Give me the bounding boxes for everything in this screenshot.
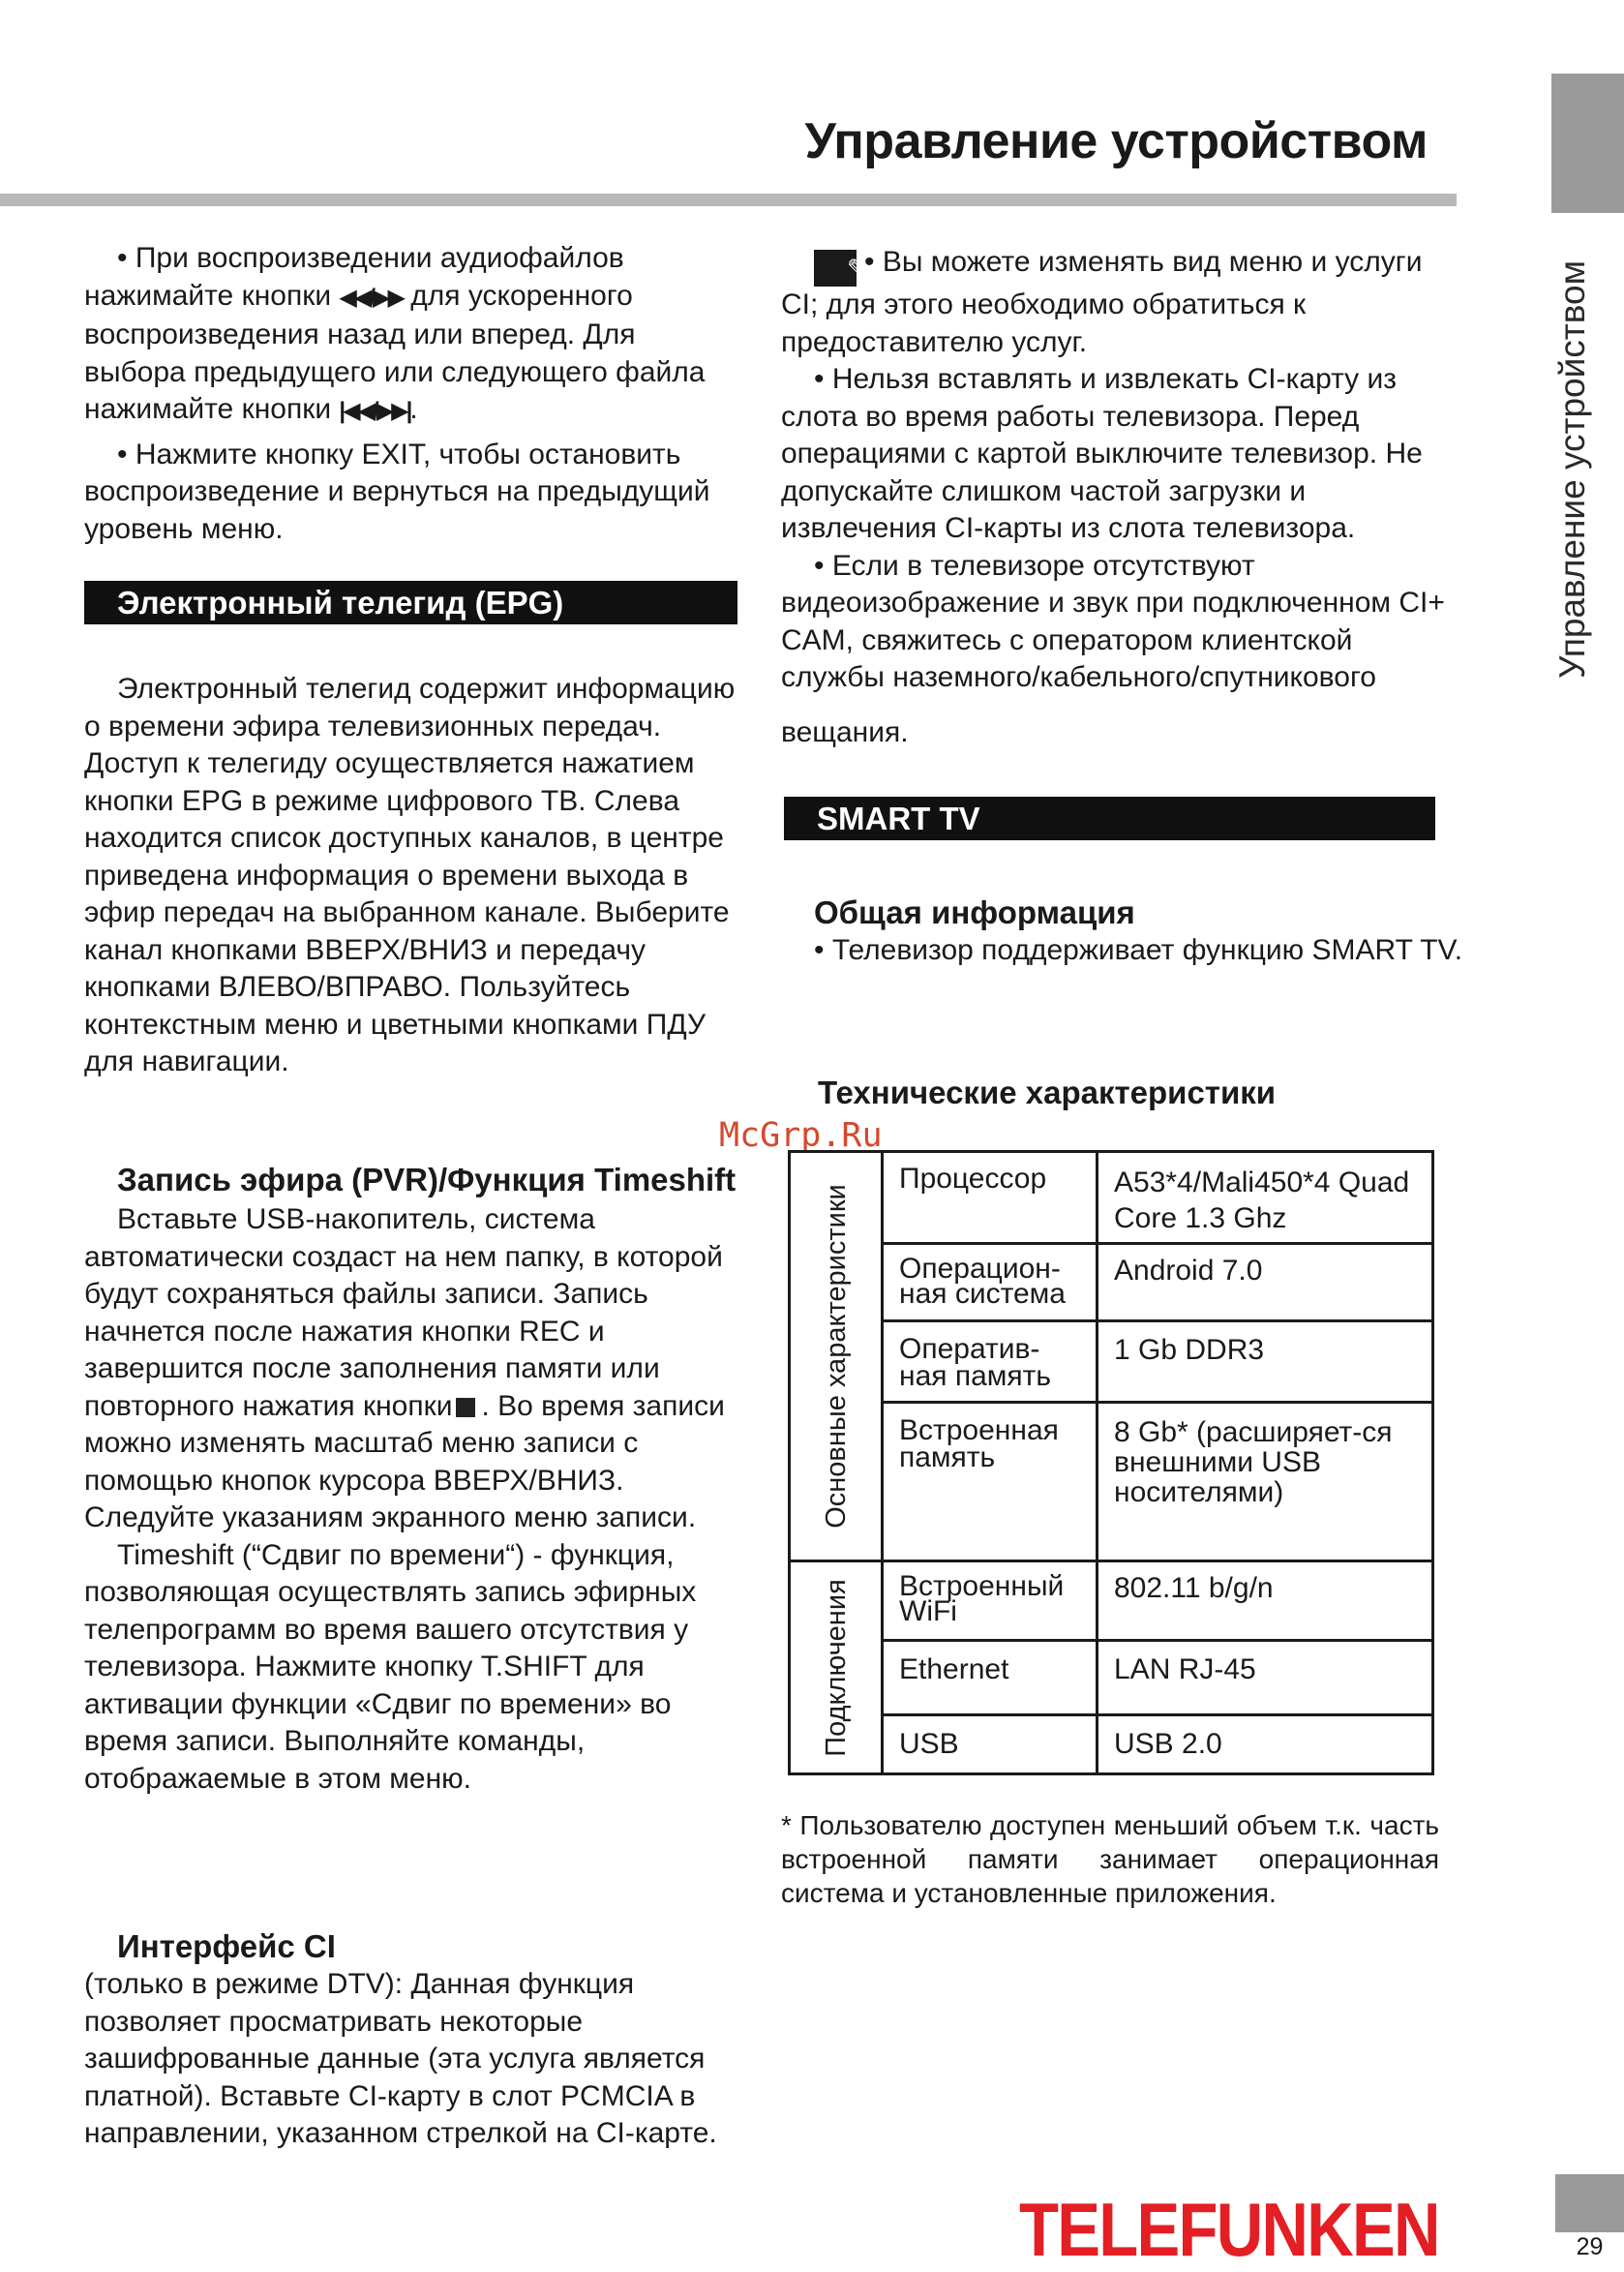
smart-tv-general [781, 893, 1463, 970]
page-title: Управление устройством [804, 113, 1428, 169]
brand-logo: TELEFUNKEN [1019, 2187, 1439, 2272]
ci-paragraph: (только в режиме DTV): Данная функция позволяет просматривать некоторые зашифрованные данные (эта услуга является платной). Вставьте CI-карту в слот PCMCIA в направлении, указанном стрелкой на CI-карте. [84, 1968, 717, 2149]
pvr-paragraph-2: Timeshift (“Сдвиг по времени“) - функция, позволяющая осуществлять запись эфирных телепрограмм во время вашего отсутствия у телевизора. Нажмите кнопку T.SHIFT для активации функции «Сдвиг по времени» во время записи. Выполняйте команды, отображаемые в этом меню. [84, 1538, 697, 1795]
note-text: • Вы можете изменять вид меню и услуги CI; для этого необходимо обратиться к предоставителю услуг. [781, 246, 1423, 358]
pvr-section [84, 1160, 742, 1798]
spec-name-cell: USB [884, 1716, 1098, 1772]
spec-value-cell: 802.11 b/g/n [1098, 1560, 1431, 1642]
pvr-text: . Во время записи можно изменять масштаб меню записи с помощью кнопок курсора ВВЕРХ/ВНИЗ. Следуйте указаниям экранного меню записи. [84, 1389, 725, 1533]
page-number-block [1555, 2174, 1624, 2232]
pvr-heading: Запись эфира (PVR)/Функция Timeshift [117, 1162, 737, 1197]
pvr-text: Вставьте USB-накопитель, система автоматически создаст на нем папку, в которой будут сохраняться файлы записи. Запись начнется после нажатия кнопки REC и завершится после заполнения памяти или повторного нажатия кнопки [84, 1203, 723, 1422]
bullet-exit: • Нажмите кнопку EXIT, чтобы остановить воспроизведение и вернуться на предыдущий уровень меню. [84, 438, 710, 545]
spec-name-cell: Ethernet [884, 1642, 1098, 1716]
general-info-heading: Общая информация [814, 894, 1135, 930]
spec-name-cell: Процессор [884, 1153, 1098, 1245]
spec-value-cell: USB 2.0 [1114, 1728, 1222, 1760]
watermark: McGrp.Ru [719, 1116, 883, 1155]
page-number: 29 [1576, 2233, 1604, 2260]
note-bullet-2: • Нельзя вставлять и извлекать CI-карту из слота во время работы телевизора. Перед операциями с картой выключите телевизор. Не допускайте слишком частой загрузки и извлечения CI-карты из слота телевизора. [781, 363, 1423, 544]
header-divider [0, 194, 1457, 206]
prev-next-icon: |◀◀/▶▶| [339, 398, 410, 424]
stop-icon [456, 1398, 475, 1417]
note-bullet-3: • Если в телевизоре отсутствуют видеоизображение и звук при подключенном CI+ CAM, свяжитесь с оператором клиентской службы наземного/кабельного/спутникового [781, 549, 1445, 693]
intro-bullets [84, 240, 742, 548]
spec-group-connections [791, 1560, 884, 1772]
general-info-text: • Телевизор поддерживает функцию SMART TV. [814, 934, 1463, 966]
side-tab-block [1551, 74, 1624, 213]
spec-group-main [791, 1153, 884, 1560]
epg-text [84, 671, 742, 1081]
side-title [1549, 237, 1597, 702]
spec-value-cell: A53*4/Mali450*4 Quad Core 1.3 Ghz [1098, 1153, 1431, 1245]
spec-group-label: Подключения [820, 1578, 852, 1757]
note-bullet-1 [781, 244, 1463, 361]
epg-paragraph: Электронный телегид содержит информацию о времени эфира телевизионных передач. Доступ к телегиду осуществляется нажатием кнопки EPG в режиме цифрового ТВ. Слева находится список доступных каналов, в центре приведена информация о времени выхода в эфир передач на выбранном канале. Выберите канал кнопками ВВЕРХ/ВНИЗ и передачу кнопками ВЛЕВО/ВПРАВО. Пользуйтесь контекстным меню и цветными кнопками ПДУ для навигации. [84, 673, 736, 1077]
spec-value-cell: 1 Gb DDR3 [1098, 1322, 1431, 1404]
bullet-text: • При воспроизведении аудиофайлов нажимайте кнопки [84, 242, 624, 312]
footnote: * Пользователю доступен меньший объем т.к. часть встроенной памяти занимает операционная система и установленные приложения. [781, 1810, 1439, 1908]
spec-name-cell: Встроенная память [884, 1404, 1098, 1560]
section-heading-smart-tv: SMART TV [784, 797, 1435, 840]
spec-value-cell: 8 Gb* (расширяет-ся внешними USB носителями) [1114, 1416, 1393, 1508]
side-title-text: Управление устройством [1552, 259, 1592, 680]
bullet-audio-playback [84, 240, 742, 431]
spec-name-cell: Оператив-ная память [884, 1322, 1098, 1404]
bullet-text: . [409, 393, 418, 425]
spec-table [788, 1150, 1434, 1775]
pvr-paragraph-1 [84, 1201, 742, 1537]
rewind-forward-icon: ◀◀/▶▶ [339, 284, 403, 311]
note-bullet-3-end: вещания. [781, 715, 909, 748]
spec-group-label: Основные характеристики [820, 1184, 852, 1529]
spec-value-cell: Android 7.0 [1098, 1245, 1431, 1322]
section-heading-epg: Электронный телегид (EPG) [84, 581, 737, 624]
ci-notes [781, 244, 1463, 751]
note-pencil-icon: ✎ [814, 250, 857, 287]
spec-value-cell: LAN RJ-45 [1098, 1642, 1431, 1716]
ci-section [84, 1926, 742, 2153]
specs-heading: Технические характеристики [818, 1075, 1277, 1110]
ci-heading: Интерфейс CI [117, 1928, 336, 1964]
spec-name-cell: Встроенный WiFi [884, 1560, 1098, 1642]
bullet-text: для ускоренного воспроизведения назад или вперед. Для выбора предыдущего или следующего файла нажимайте кнопки [84, 279, 706, 425]
spec-name-cell: Операцион-ная система [884, 1245, 1098, 1322]
